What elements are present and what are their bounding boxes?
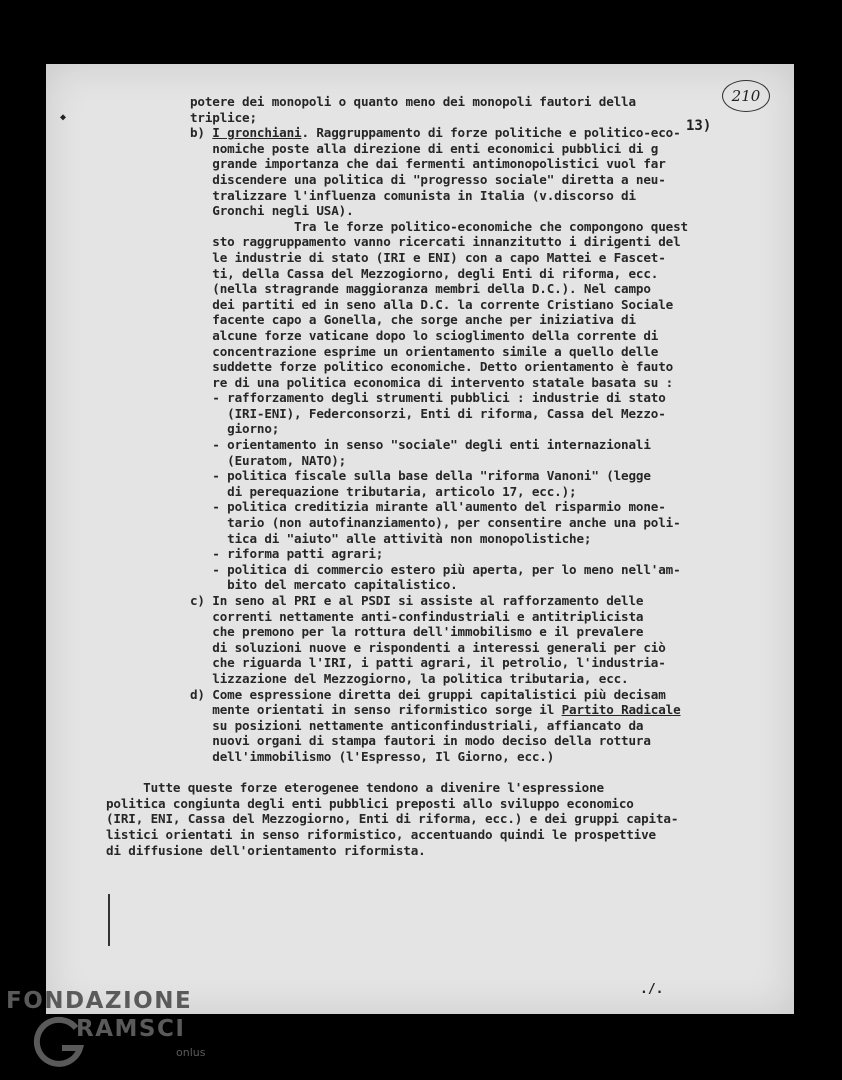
text-line: lizzazione del Mezzogiorno, la politica tributaria, ecc.	[190, 670, 629, 686]
text-line: giorno;	[190, 421, 280, 437]
text-line: alcune forze vaticane dopo lo scioglimento della corrente di	[190, 327, 659, 343]
text-line: ti, della Cassa del Mezzogiorno, degli Enti di riforma, ecc.	[190, 265, 659, 281]
text-line: re di una politica economica di intervento statale basata su :	[190, 374, 674, 390]
text-line: (Euratom, NATO);	[190, 452, 347, 468]
typewritten-text	[106, 94, 746, 858]
text-line	[190, 765, 746, 781]
text-line: nuovi organi di stampa fautori in modo deciso della rottura	[190, 733, 651, 749]
text-line: che riguarda l'IRI, i patti agrari, il petrolio, l'industria-	[190, 655, 666, 671]
text-line: sto raggruppamento vanno ricercati innanzitutto i dirigenti del	[190, 234, 681, 250]
text-line: listici orientati in senso riformistico, accentuando quindi le prospettive	[106, 826, 656, 842]
text-line: di perequazione tributaria, articolo 17, ecc.);	[190, 483, 577, 499]
text-line: - orientamento in senso "sociale" degli enti internazionali	[190, 437, 651, 453]
text-line	[190, 702, 746, 718]
text-line: nomiche poste alla direzione di enti economici pubblici di g	[190, 140, 659, 156]
text-line: dell'immobilismo (l'Espresso, Il Giorno, ecc.)	[190, 748, 555, 764]
text-line: - politica di commercio estero più aperta, per lo meno nell'am-	[190, 561, 681, 577]
text-line: (nella stragrande maggioranza membri della D.C.). Nel campo	[190, 281, 651, 297]
text-line: - rafforzamento degli strumenti pubblici : industrie di stato	[190, 390, 666, 406]
watermark-top: FONDAZIONE	[6, 988, 193, 1014]
text-line: facente capo a Gonella, che sorge anche per iniziativa di	[190, 312, 636, 328]
text-line: dei partiti ed in seno alla D.C. la corrente Cristiano Sociale	[190, 296, 674, 312]
text-line: Tra le forze politico-economiche che compongono quest	[190, 218, 688, 234]
text-line: (IRI-ENI), Federconsorzi, Enti di riforma, Cassa del Mezzo-	[190, 405, 666, 421]
text-segment: . Raggruppamento di forze politiche e politico-eco-	[301, 125, 681, 141]
text-line: (IRI, ENI, Cassa del Mezzogiorno, Enti di riforma, ecc.) e dei gruppi capita-	[106, 811, 679, 827]
continuation-mark: ./.	[640, 982, 664, 997]
underlined-heading: Partito Radicale	[561, 702, 681, 718]
underlined-heading: I gronchiani	[212, 125, 302, 141]
text-line: su posizioni nettamente anticonfindustriali, affiancato da	[190, 717, 644, 733]
text-line: Tutte queste forze eterogenee tendono a divenire l'espressione	[106, 780, 604, 796]
text-line: grande importanza che dai fermenti antimonopolistici vuol far	[190, 156, 666, 172]
text-line: correnti nettamente anti-confindustriali e antitriplicista	[190, 608, 644, 624]
text-line: tica di "aiuto" alle attività non monopolistiche;	[190, 530, 592, 546]
text-line: d) Come espressione diretta dei gruppi capitalistici più decisam	[190, 686, 666, 702]
text-line: concentrazione esprime un orientamento simile a quello delle	[190, 343, 659, 359]
text-segment: b)	[190, 125, 213, 141]
text-line: Gronchi negli USA).	[190, 203, 354, 219]
text-line: che premono per la rottura dell'immobilismo e il prevalere	[190, 624, 644, 640]
text-line: tralizzare l'influenza comunista in Italia (v.discorso di	[190, 187, 636, 203]
text-line: politica congiunta degli enti pubblici preposti allo sviluppo economico	[106, 795, 634, 811]
text-line: - riforma patti agrari;	[190, 546, 384, 562]
stray-mark: ◆	[60, 112, 67, 123]
page-number: 13)	[686, 118, 712, 134]
text-line: bito del mercato capitalistico.	[190, 577, 458, 593]
watermark-main: RAMSCI	[76, 1016, 186, 1042]
text-line	[190, 125, 746, 141]
text-line: le industrie di stato (IRI e ENI) con a capo Mattei e Fascet-	[190, 249, 666, 265]
text-line: c) In seno al PRI e al PSDI si assiste al rafforzamento delle	[190, 593, 644, 608]
watermark	[6, 988, 246, 1078]
text-line: - politica creditizia mirante all'aumento del risparmio mone-	[190, 499, 666, 515]
text-line: di diffusione dell'orientamento riformista.	[106, 842, 426, 858]
text-line: triplice;	[190, 109, 257, 125]
archive-stamp-number: 210	[731, 87, 761, 105]
text-line: di soluzioni nuove e rispondenti a interessi generali per ciò	[190, 639, 666, 655]
margin-bracket	[108, 894, 110, 946]
text-line: potere dei monopoli o quanto meno dei monopoli fautori della	[190, 94, 636, 109]
text-segment: mente orientati in senso riformistico sorge il	[190, 702, 562, 718]
text-line: - politica fiscale sulla base della "riforma Vanoni" (legge	[190, 468, 651, 484]
text-line: discendere una politica di "progresso sociale" diretta a neu-	[190, 171, 666, 187]
watermark-sub: onlus	[176, 1046, 206, 1059]
text-line: suddette forze politico economiche. Detto orientamento è fauto	[190, 359, 674, 375]
text-line: tario (non autofinanziamento), per consentire anche una poli-	[190, 515, 681, 531]
